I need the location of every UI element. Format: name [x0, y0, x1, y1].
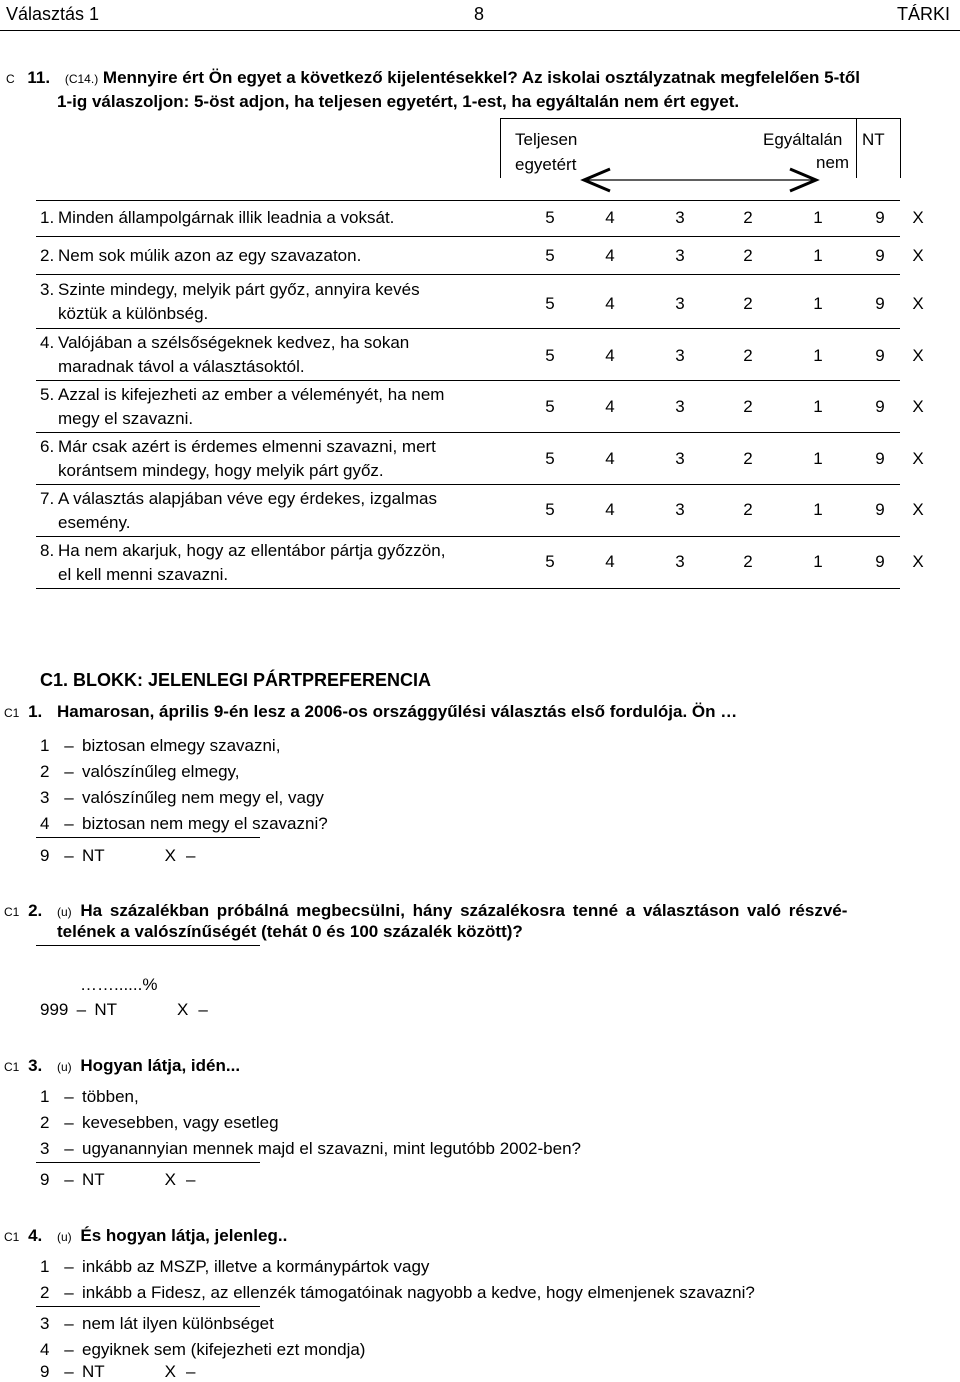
- c1q1-option[interactable]: 2 – valószínűleg elmegy,: [40, 762, 240, 781]
- scale-option[interactable]: 3: [675, 397, 685, 416]
- scale-option[interactable]: 5: [545, 552, 555, 571]
- separator-line: [36, 1306, 260, 1307]
- scale-option[interactable]: X: [912, 246, 924, 265]
- scale-option[interactable]: 1: [813, 208, 823, 227]
- scale-option[interactable]: 3: [675, 294, 685, 313]
- row-divider: [36, 432, 900, 433]
- q11-scale-6: [540, 449, 930, 473]
- scale-option[interactable]: 4: [605, 500, 615, 519]
- scale-option[interactable]: X: [912, 500, 924, 519]
- scale-option[interactable]: 1: [813, 346, 823, 365]
- header-right: TÁRKI: [896, 4, 950, 24]
- c1q1-heading: C1 1. Hamarosan, április 9-én lesz a 2006-os országgyűlési választás első fordulója. Ön …: [4, 702, 738, 721]
- scale-option[interactable]: 4: [605, 397, 615, 416]
- col-right-1: Egyáltalán: [763, 130, 843, 149]
- c1q2-answer-field[interactable]: ……......%: [80, 975, 158, 994]
- q11-number: 11.: [27, 68, 51, 87]
- scale-option[interactable]: 2: [743, 294, 753, 313]
- c1q3-heading: C1 3. (u) Hogyan látja, idén...: [4, 1056, 241, 1075]
- q11-item-3: 3. Szinte mindegy, melyik párt győz, annyira kevés köztük a különbség.: [40, 280, 420, 323]
- scale-option[interactable]: 3: [675, 500, 685, 519]
- row-divider: [36, 274, 900, 275]
- q11-scale-4: [540, 346, 930, 370]
- scale-option[interactable]: 9: [875, 500, 885, 519]
- col-right-2: nem: [816, 153, 850, 172]
- c1q2-nt-option[interactable]: 999 – NT X –: [40, 1000, 208, 1019]
- row-divider: [36, 484, 900, 485]
- c1q3-option[interactable]: 3 – ugyanannyian mennek majd el szavazni, mint legutóbb 2002-ben?: [40, 1139, 581, 1158]
- scale-option[interactable]: 9: [875, 449, 885, 468]
- scale-option[interactable]: 4: [605, 294, 615, 313]
- q11-scale-1: [540, 208, 930, 232]
- row-divider: [36, 328, 900, 329]
- scale-option[interactable]: 3: [675, 346, 685, 365]
- q11-text-line1: Mennyire ért Ön egyet a következő kijelentésekkel? Az iskolai osztályzatnak megfelelően 5-től: [102, 68, 861, 87]
- scale-option[interactable]: 9: [875, 397, 885, 416]
- q11-item-8: 8. Ha nem akarjuk, hogy az ellentábor pártja győzzön, el kell menni szavazni.: [40, 541, 446, 584]
- scale-option[interactable]: 1: [813, 552, 823, 571]
- c1q1-option[interactable]: 1 – biztosan elmegy szavazni,: [40, 736, 281, 755]
- q11-prefix: C: [6, 72, 15, 86]
- q11-item-6: 6. Már csak azért is érdemes elmenni szavazni, mert korántsem mindegy, hogy melyik párt győz.: [40, 437, 436, 480]
- scale-option[interactable]: 4: [605, 346, 615, 365]
- q11-scale-3: [540, 294, 930, 318]
- scale-option[interactable]: X: [912, 294, 924, 313]
- separator-line: [36, 1162, 260, 1163]
- scale-option[interactable]: 5: [545, 397, 555, 416]
- scale-option[interactable]: 2: [743, 500, 753, 519]
- row-divider: [36, 380, 900, 381]
- c1q4-option[interactable]: 2 – inkább a Fidesz, az ellenzék támogatóinak nagyobb a kedve, hogy elmenjenek szavazni?: [40, 1283, 755, 1302]
- scale-option[interactable]: 2: [743, 346, 753, 365]
- scale-option[interactable]: 5: [545, 500, 555, 519]
- scale-option[interactable]: 3: [675, 449, 685, 468]
- q11-scale-8: [540, 552, 930, 576]
- scale-option[interactable]: 5: [545, 449, 555, 468]
- header-rule: [0, 30, 960, 31]
- c1q3-option[interactable]: 2 – kevesebben, vagy esetleg: [40, 1113, 279, 1132]
- scale-option[interactable]: 3: [675, 552, 685, 571]
- scale-option[interactable]: 2: [743, 449, 753, 468]
- q11-scale-2: [540, 246, 930, 270]
- block-title: C1. BLOKK: JELENLEGI PÁRTPREFERENCIA: [40, 670, 432, 690]
- scale-option[interactable]: X: [912, 449, 924, 468]
- c1q2-heading: C1 2. (u) Ha százalékban próbálná megbecsülni, hány százalékosra tenné a választáson való részvé-: [4, 901, 848, 920]
- c1q4-option[interactable]: 3 – nem lát ilyen különbséget: [40, 1314, 274, 1333]
- col-nt: NT: [862, 130, 885, 149]
- scale-option[interactable]: 9: [875, 552, 885, 571]
- scale-option[interactable]: 2: [743, 208, 753, 227]
- q11-scale-7: [540, 500, 930, 524]
- scale-option[interactable]: X: [912, 552, 924, 571]
- scale-option[interactable]: 1: [813, 246, 823, 265]
- row-divider: [36, 200, 900, 201]
- c1q4-heading: C1 4. (u) És hogyan látja, jelenleg..: [4, 1226, 288, 1245]
- c1q4-nt-option[interactable]: 9 – NT X –: [40, 1362, 196, 1381]
- row-divider: [36, 536, 900, 537]
- scale-option[interactable]: 5: [545, 246, 555, 265]
- scale-option[interactable]: X: [912, 346, 924, 365]
- double-arrow-icon: [580, 166, 820, 200]
- scale-option[interactable]: 2: [743, 552, 753, 571]
- scale-option[interactable]: 1: [813, 449, 823, 468]
- c1q4-option[interactable]: 1 – inkább az MSZP, illetve a kormánypártok vagy: [40, 1257, 430, 1276]
- scale-option[interactable]: 9: [875, 346, 885, 365]
- scale-option[interactable]: 4: [605, 449, 615, 468]
- row-divider: [36, 588, 900, 589]
- table-header-top: [500, 118, 900, 119]
- q11-item-1: 1. Minden állampolgárnak illik leadnia a voksát.: [40, 208, 395, 227]
- scale-option[interactable]: X: [912, 397, 924, 416]
- scale-option[interactable]: 5: [545, 346, 555, 365]
- separator-line: [36, 945, 260, 946]
- q11-item-4: 4. Valójában a szélsőségeknek kedvez, ha sokan maradnak távol a választásoktól.: [40, 333, 410, 376]
- scale-option[interactable]: 5: [545, 208, 555, 227]
- q11-scale-5: [540, 397, 930, 421]
- q11-subcode: (C14.): [64, 72, 99, 86]
- col-left-1: Teljesen: [515, 130, 578, 149]
- scale-option[interactable]: 3: [675, 208, 685, 227]
- q11-text-line2: 1-ig válaszoljon: 5-öst adjon, ha teljesen egyetért, 1-est, ha egyáltalán nem ért egyet.: [57, 92, 740, 111]
- scale-option[interactable]: 1: [813, 500, 823, 519]
- q11-item-7: 7. A választás alapjában véve egy érdekes, izgalmas esemény.: [40, 489, 437, 532]
- header-left: Választás 1: [6, 4, 100, 24]
- table-vline-nt: [856, 118, 857, 178]
- c1q2-text-line2: telének a valószínűségét (tehát 0 és 100 százalék között)?: [57, 922, 523, 941]
- scale-option[interactable]: 9: [875, 208, 885, 227]
- col-left-2: egyetért: [515, 155, 577, 174]
- scale-option[interactable]: X: [912, 208, 924, 227]
- q11-item-5: 5. Azzal is kifejezheti az ember a véleményét, ha nem megy el szavazni.: [40, 385, 445, 428]
- page-number: 8: [474, 4, 485, 24]
- scale-option[interactable]: 4: [605, 552, 615, 571]
- scale-option[interactable]: 1: [813, 397, 823, 416]
- c1q1-option[interactable]: 4 – biztosan nem megy el szavazni?: [40, 814, 328, 833]
- separator-line: [36, 837, 260, 838]
- scale-option[interactable]: 2: [743, 397, 753, 416]
- scale-option[interactable]: 2: [743, 246, 753, 265]
- scale-option[interactable]: 1: [813, 294, 823, 313]
- scale-option[interactable]: 5: [545, 294, 555, 313]
- scale-option[interactable]: 3: [675, 246, 685, 265]
- c1q4-option[interactable]: 4 – egyiknek sem (kifejezheti ezt mondja): [40, 1340, 366, 1359]
- c1q1-option[interactable]: 3 – valószínűleg nem megy el, vagy: [40, 788, 324, 807]
- scale-option[interactable]: 9: [875, 246, 885, 265]
- scale-option[interactable]: 4: [605, 208, 615, 227]
- row-divider: [36, 236, 900, 237]
- scale-option[interactable]: 9: [875, 294, 885, 313]
- c1q3-nt-option[interactable]: 9 – NT X –: [40, 1170, 196, 1189]
- table-vline-right: [900, 118, 901, 178]
- scale-option[interactable]: 4: [605, 246, 615, 265]
- q11-intro: [6, 68, 860, 88]
- c1q1-nt-option[interactable]: 9 – NT X –: [40, 846, 196, 865]
- q11-item-2: 2. Nem sok múlik azon az egy szavazaton.: [40, 246, 362, 265]
- c1q3-option[interactable]: 1 – többen,: [40, 1087, 139, 1106]
- table-vline-left: [500, 118, 501, 178]
